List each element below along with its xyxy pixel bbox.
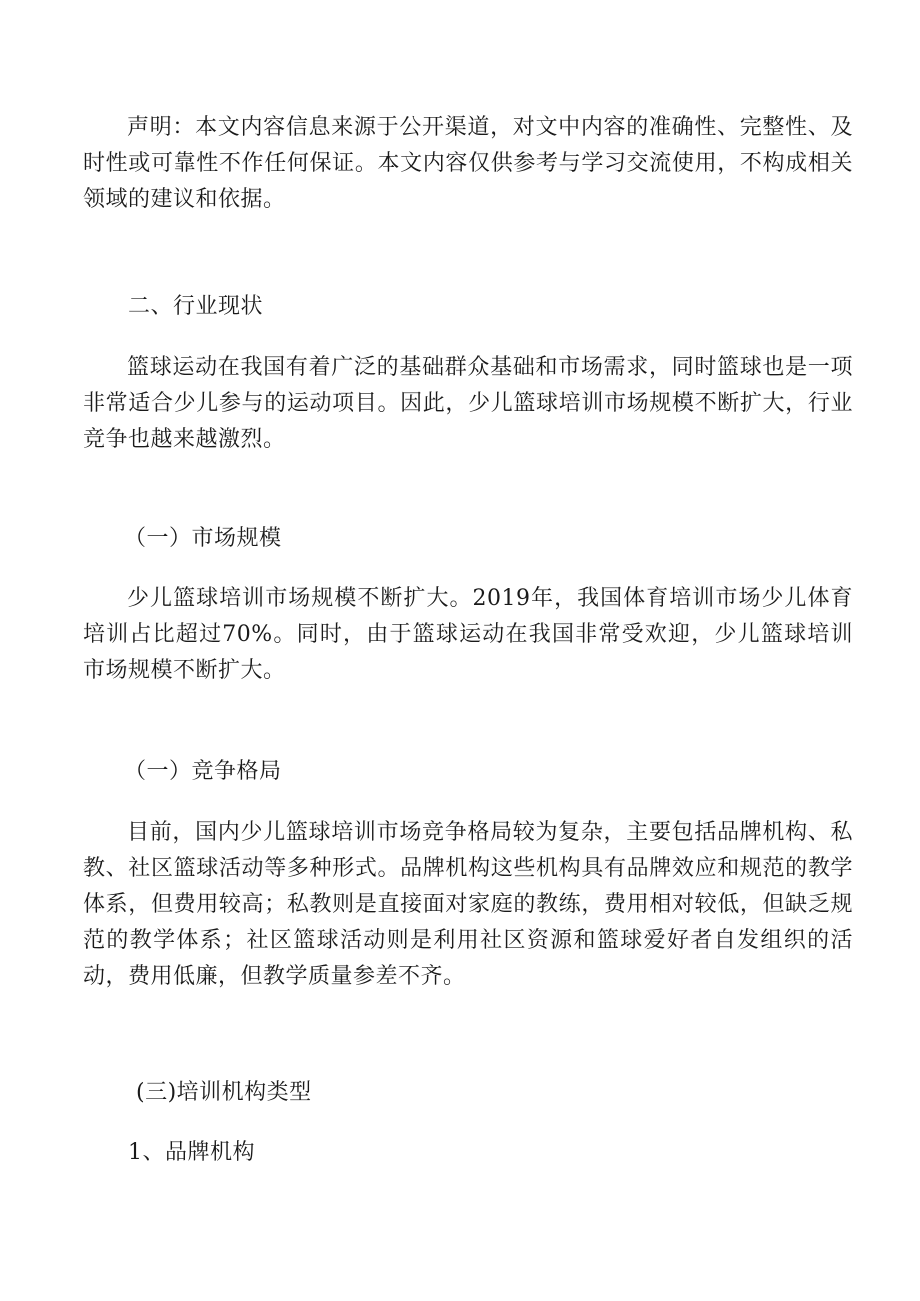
- subsection-heading-competition: （一）竞争格局: [124, 759, 282, 784]
- disclaimer-paragraph: 声明：本文内容信息来源于公开渠道，对文中内容的准确性、完整性、及时性或可靠性不作任何保证。本文内容仅供参考与学习交流使用，不构成相关领域的建议和依据。: [83, 115, 853, 212]
- intro-paragraph: 篮球运动在我国有着广泛的基础群众基础和市场需求，同时篮球也是一项非常适合少儿参与的运动项目。因此，少儿篮球培训市场规模不断扩大，行业竞争也越来越激烈。: [83, 355, 853, 452]
- subsection-heading-market-size: （一）市场规模: [124, 526, 282, 551]
- item-heading-brand-institutions: 1、品牌机构: [128, 1140, 255, 1165]
- market-size-paragraph: 少儿篮球培训市场规模不断扩大。2019年，我国体育培训市场少儿体育培训占比超过70%。同时，由于篮球运动在我国非常受欢迎，少儿篮球培训市场规模不断扩大。: [83, 586, 853, 683]
- section-heading: 二、行业现状: [128, 294, 264, 319]
- subsection-heading-institution-types: (三)培训机构类型: [136, 1080, 312, 1105]
- competition-paragraph: 目前，国内少儿篮球培训市场竞争格局较为复杂，主要包括品牌机构、私教、社区篮球活动等多种形式。品牌机构这些机构具有品牌效应和规范的教学体系，但费用较高；私教则是直接面对家庭的教练，费用相对较低，但缺乏规范的教学体系；社区篮球活动则是利用社区资源和篮球爱好者自发组织的活动，费用低廉，但教学质量参差不齐。: [83, 820, 853, 989]
